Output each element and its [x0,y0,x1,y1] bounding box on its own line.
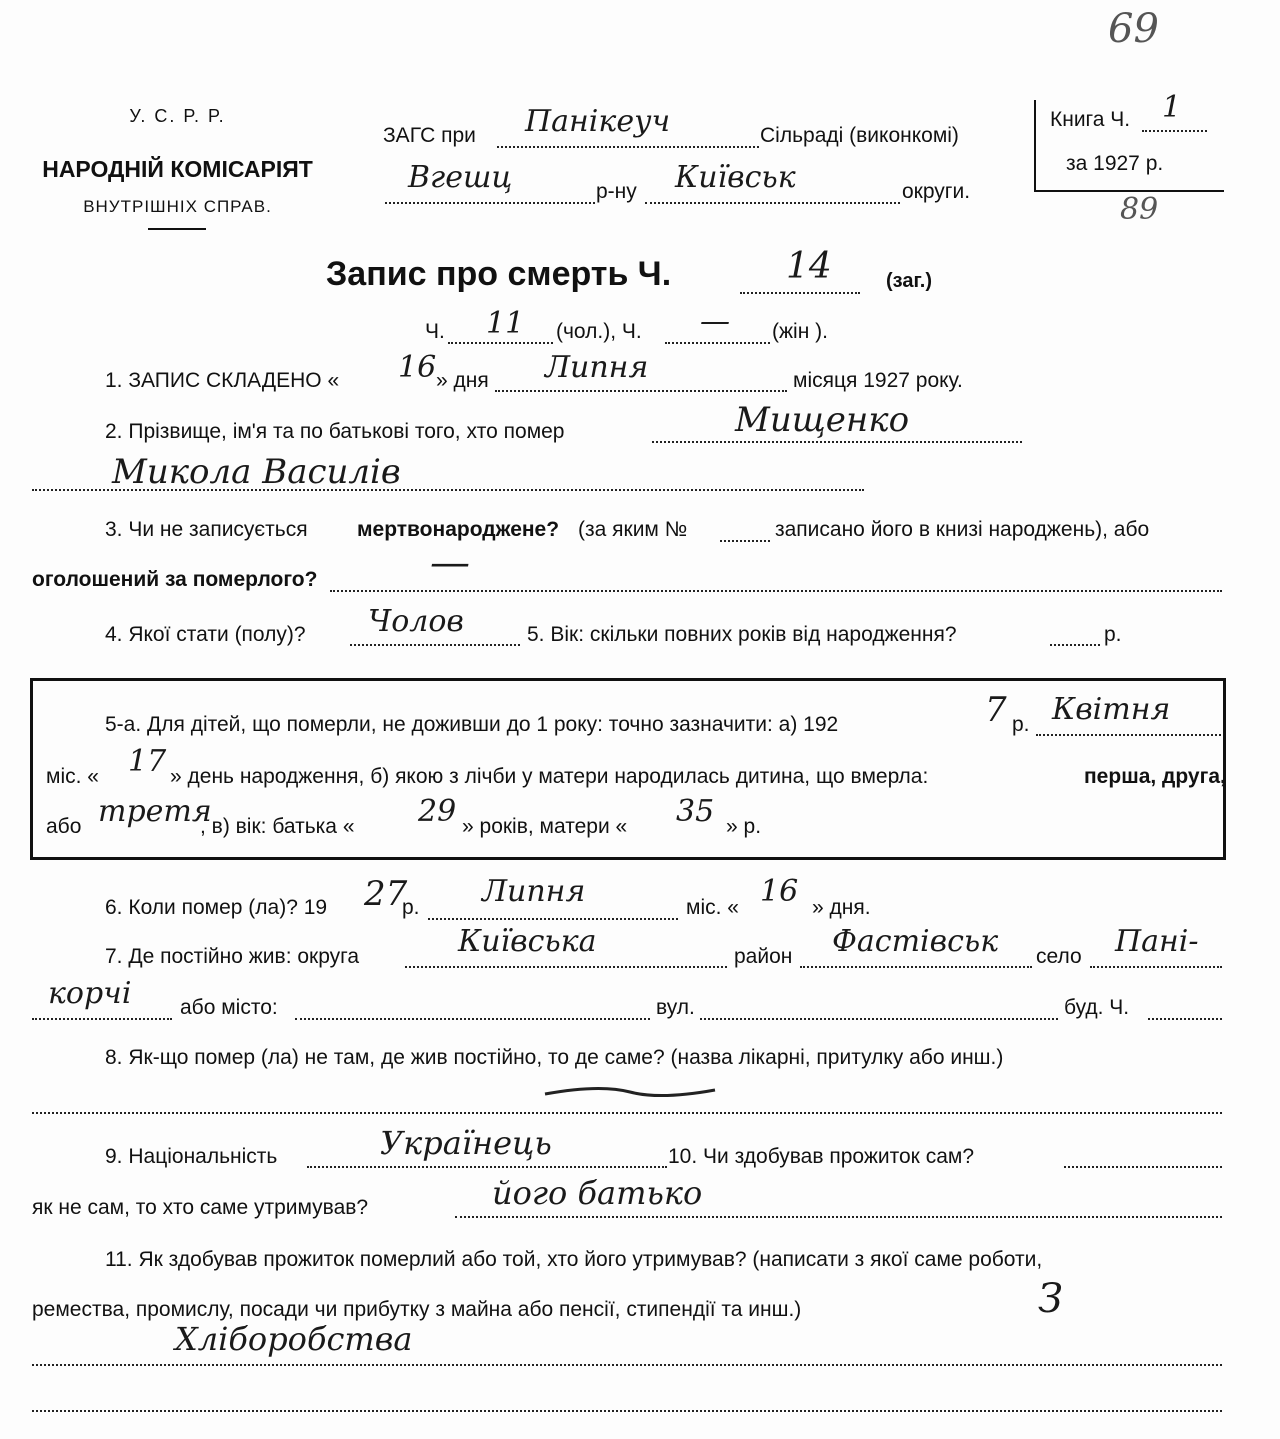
death-place-line [32,1112,1222,1114]
item3-stillborn: мертвонароджене? [357,518,560,541]
item1-text-b: » дня [436,369,489,392]
surname-handwritten: Мищенко [735,400,910,440]
book-box-border [1034,100,1036,192]
supporter-line [455,1216,1222,1218]
item7-text-f: буд. Ч. [1064,996,1130,1019]
residence-okrug-line [405,966,727,968]
item5a-line3c: » років, матери « [462,815,628,838]
residence-city-line [295,1018,650,1020]
item11-text-b: ремества, промислу, посади чи прибутку з майна або пенсії, стипендії та инш.) [32,1298,802,1321]
birth-record-number-line [720,540,770,542]
nationality-handwritten: Українець [380,1124,552,1162]
state-header: У. С. Р. Р. [129,106,226,126]
item9-text: 9. Національність [105,1145,278,1168]
livelihood-line-2 [32,1410,1222,1412]
item1-text-c: місяця 1927 року. [793,369,963,392]
residence-okrug-handwritten: Київська [458,924,597,959]
item5a-birth-order-options: перша, друга, [1084,765,1226,788]
item3-text-a: 3. Чи не записується [105,518,308,541]
item8-text: 8. Як-що помер (ла) не там, де жив постійно, то де саме? (назва лікарні, притулку або инш.) [105,1046,1004,1069]
nationality-line [307,1166,667,1168]
infant-birth-month-line [1036,734,1221,736]
okrug-handwritten: Київськ [675,160,796,195]
livelihood-line [32,1364,1222,1366]
residence-village-handwritten: Пані- [1115,924,1199,959]
book-number-handwritten: 1 [1162,90,1182,125]
infant-birth-day-handwritten: 17 [128,744,167,779]
birth-order-handwritten: третя [98,794,212,829]
sex-handwritten: Чолов [368,604,464,639]
death-month-line [428,918,678,920]
item6-text-c: міс. « [686,896,739,919]
item5-text: 5. Вік: скільки повних років від народження? [527,623,957,646]
page-number: 69 [1108,6,1159,52]
item7-text-a: 7. Де постійно жив: округа [105,945,360,968]
residence-village-line [1090,966,1222,968]
residence-village-cont-handwritten: корчі [48,976,132,1011]
book-number-line [1142,130,1207,132]
surname-line [652,441,1022,443]
declared-dead-answer-handwritten: — [430,540,470,586]
record-day-handwritten: 16 [398,350,437,385]
item5a-line3d: » р. [726,815,762,838]
infant-birth-year-handwritten: 7 [985,690,1007,730]
record-number-line [740,292,860,294]
council-handwritten: Панікеуч [525,104,671,139]
male-number-handwritten: 11 [486,306,525,341]
sex-line [350,644,520,646]
item7-text-d: або місто: [180,996,278,1019]
age-line [1050,644,1100,646]
female-number-line [665,342,770,344]
female-number-label: (жін ). [772,320,828,343]
item7-text-b: район [734,945,793,968]
item3-declared-dead: оголошений за померлого? [32,568,318,591]
given-name-line [32,489,864,491]
male-number-label: (чол.), Ч. [556,320,642,343]
male-number-line [448,342,553,344]
male-number-prefix: Ч. [425,320,445,343]
record-month-line [495,390,787,392]
department-header: ВНУТРІШНІХ СПРАВ. [83,197,272,216]
death-year-handwritten: 27 [364,874,408,914]
item4-text: 4. Якої стати (полу)? [105,623,306,646]
age-unit: р. [1104,623,1122,646]
residence-village-cont-line [32,1018,172,1020]
council-label: Сільраді (виконкомі) [760,124,959,147]
item2-text: 2. Прізвище, ім'я та по батькові того, хто помер [105,420,565,443]
okrug-line [645,202,900,204]
item3-text-c: (за яким № [578,518,688,541]
item10-supporter-text: як не сам, то хто саме утримував? [32,1196,369,1219]
livelihood-mark-handwritten: З [1038,1276,1063,1322]
document-title: Запис про смерть Ч. [326,255,672,293]
item10-text: 10. Чи здобував прожиток сам? [668,1145,974,1168]
female-number-handwritten: — [700,304,730,339]
item5a-line1: 5-а. Для дітей, що померли, не доживши до 1 року: точно зазначити: а) 192 [105,713,839,736]
okrug-label: округи. [902,180,971,203]
item1-text-a: 1. ЗАПИС СКЛАДЕНО « [105,369,340,392]
book-year: за 1927 р. [1066,152,1164,175]
death-place-dash-mark [540,1082,720,1102]
council-line [497,146,759,148]
mother-age-handwritten: 35 [676,794,715,829]
declared-dead-line [330,590,1222,592]
item5a-line3a: або [46,815,82,838]
item5a-year-unit: р. [1012,713,1030,736]
item3-text-d: записано його в книзі народжень), або [775,518,1150,541]
residence-rayon-line [800,966,1032,968]
infant-birth-month-handwritten: Квітня [1052,692,1171,727]
residence-street-line [700,1018,1058,1020]
item7-text-c: село [1036,945,1082,968]
item5a-line3b: , в) вік: батька « [200,815,355,838]
item7-text-e: вул. [656,996,695,1019]
page-number-secondary: 89 [1120,192,1159,227]
book-box-bottom [1034,190,1224,192]
record-number-handwritten: 14 [786,246,832,287]
supporter-handwritten: його батько [492,1174,703,1212]
livelihood-handwritten: Хліборобства [175,1320,413,1358]
death-day-handwritten: 16 [760,874,799,909]
district-handwritten: Вгешц [408,160,513,195]
district-line [385,202,595,204]
item11-text-a: 11. Як здобував прожиток померлий або той, хто його утримував? (написати з якої саме роботи, [105,1248,1043,1271]
father-age-handwritten: 29 [418,794,457,829]
zags-prefix: ЗАГС при [383,124,476,147]
item6-text-b: р. [402,896,420,919]
self-support-line [1064,1166,1222,1168]
record-month-handwritten: Липня [545,350,649,385]
residence-house-line [1148,1018,1222,1020]
item5a-line2a: міс. « [46,765,99,788]
death-month-handwritten: Липня [482,874,586,909]
item6-text-a: 6. Коли помер (ла)? 19 [105,896,328,919]
ministry-header: НАРОДНІЙ КОМІСАРІЯТ [42,156,313,182]
record-total-suffix: (заг.) [886,270,933,292]
header-divider [148,228,206,230]
district-label: р-ну [596,180,637,203]
item5a-line2b: » день народження, б) якою з лічби у матери народилась дитина, що вмерла: [170,765,929,788]
item6-text-d: » дня. [812,896,871,919]
residence-rayon-handwritten: Фастівськ [832,924,999,959]
given-name-handwritten: Микола Василів [112,452,401,492]
book-label: Книга Ч. [1050,108,1131,131]
